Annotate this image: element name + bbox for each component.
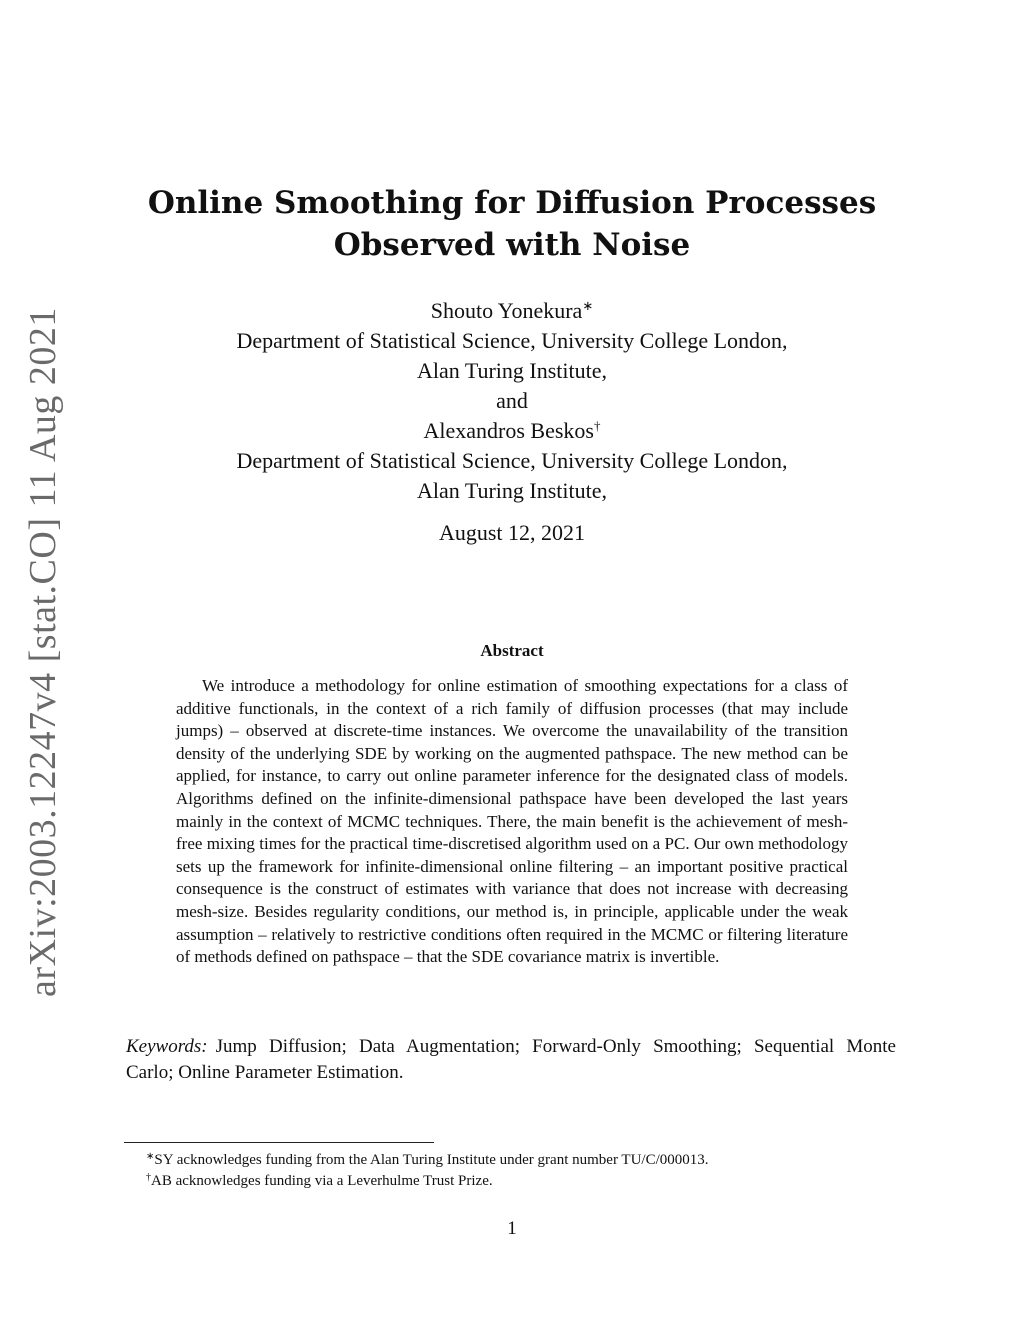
author-2-name: Alexandros Beskos (423, 418, 594, 443)
abstract-heading: Abstract (480, 641, 544, 660)
author-1-affiliation-line-2: Alan Turing Institute, (416, 358, 608, 383)
footnotes (146, 1150, 906, 1192)
title-line-1: Online Smoothing for Diffusion Processes (147, 185, 877, 221)
author-1 (0, 296, 1024, 326)
footnote-divider (124, 1142, 434, 1143)
footnote-2-text: AB acknowledges funding via a Leverhulme Trust Prize. (151, 1173, 493, 1189)
author-conjunction: and (496, 388, 528, 413)
keywords-label: Keywords: (126, 1036, 208, 1057)
keywords (126, 1034, 896, 1086)
footnote-1-text: SY acknowledges funding from the Alan Turing Institute under grant number TU/C/000013. (154, 1152, 709, 1168)
footnote-1-mark: ∗ (146, 1151, 155, 1162)
paper-title (0, 182, 1024, 266)
author-2-affiliation-line-1: Department of Statistical Science, University College London, (236, 448, 788, 473)
author-1-footnote-mark: ∗ (582, 298, 594, 313)
arxiv-identifier-stamp: arXiv:2003.12247v4 [stat.CO] 11 Aug 2021 (22, 307, 64, 997)
footnote-1 (146, 1150, 906, 1171)
title-line-2: Observed with Noise (333, 227, 691, 263)
footnote-2 (146, 1171, 906, 1192)
publication-date: August 12, 2021 (438, 520, 586, 545)
abstract-body: We introduce a methodology for online estimation of smoothing expectations for a class of additive functionals, in the context of a rich family of diffusion processes (that may include jumps) – observed at discrete-time instances. We overcome the unavailability of the transition density of the underlying SDE by working on the augmented pathspace. The new method can be applied, for instance, to carry out online parameter inference for the designated class of models. Algorithms defined on the infinite-dimensional pathspace have been developed the last years mainly in the context of MCMC techniques. There, the main benefit is the achievement of mesh-free mixing times for the practical time-discretised algorithm used on a PC. Our own methodology sets up the framework for infinite-dimensional online filtering – an important positive practical consequence is the construct of estimates with variance that does not increase with decreasing mesh-size. Besides regularity conditions, our method is, in principle, applicable under the weak assumption – relatively to restrictive conditions often required in the MCMC or filtering literature of methods defined on pathspace – that the SDE covariance matrix is invertible. (176, 676, 848, 967)
author-2 (0, 416, 1024, 446)
author-2-affiliation-line-2: Alan Turing Institute, (416, 478, 608, 503)
author-1-name: Shouto Yonekura (430, 298, 583, 323)
author-block (0, 296, 1024, 506)
footnote-2-mark: † (146, 1172, 151, 1183)
author-2-footnote-mark: † (593, 418, 601, 433)
author-1-affiliation-line-1: Department of Statistical Science, University College London, (236, 328, 788, 353)
page-number: 1 (507, 1218, 517, 1239)
keywords-list: Jump Diffusion; Data Augmentation; Forward-Only Smoothing; Sequential Monte Carlo; Online Parameter Estimation. (126, 1036, 896, 1083)
